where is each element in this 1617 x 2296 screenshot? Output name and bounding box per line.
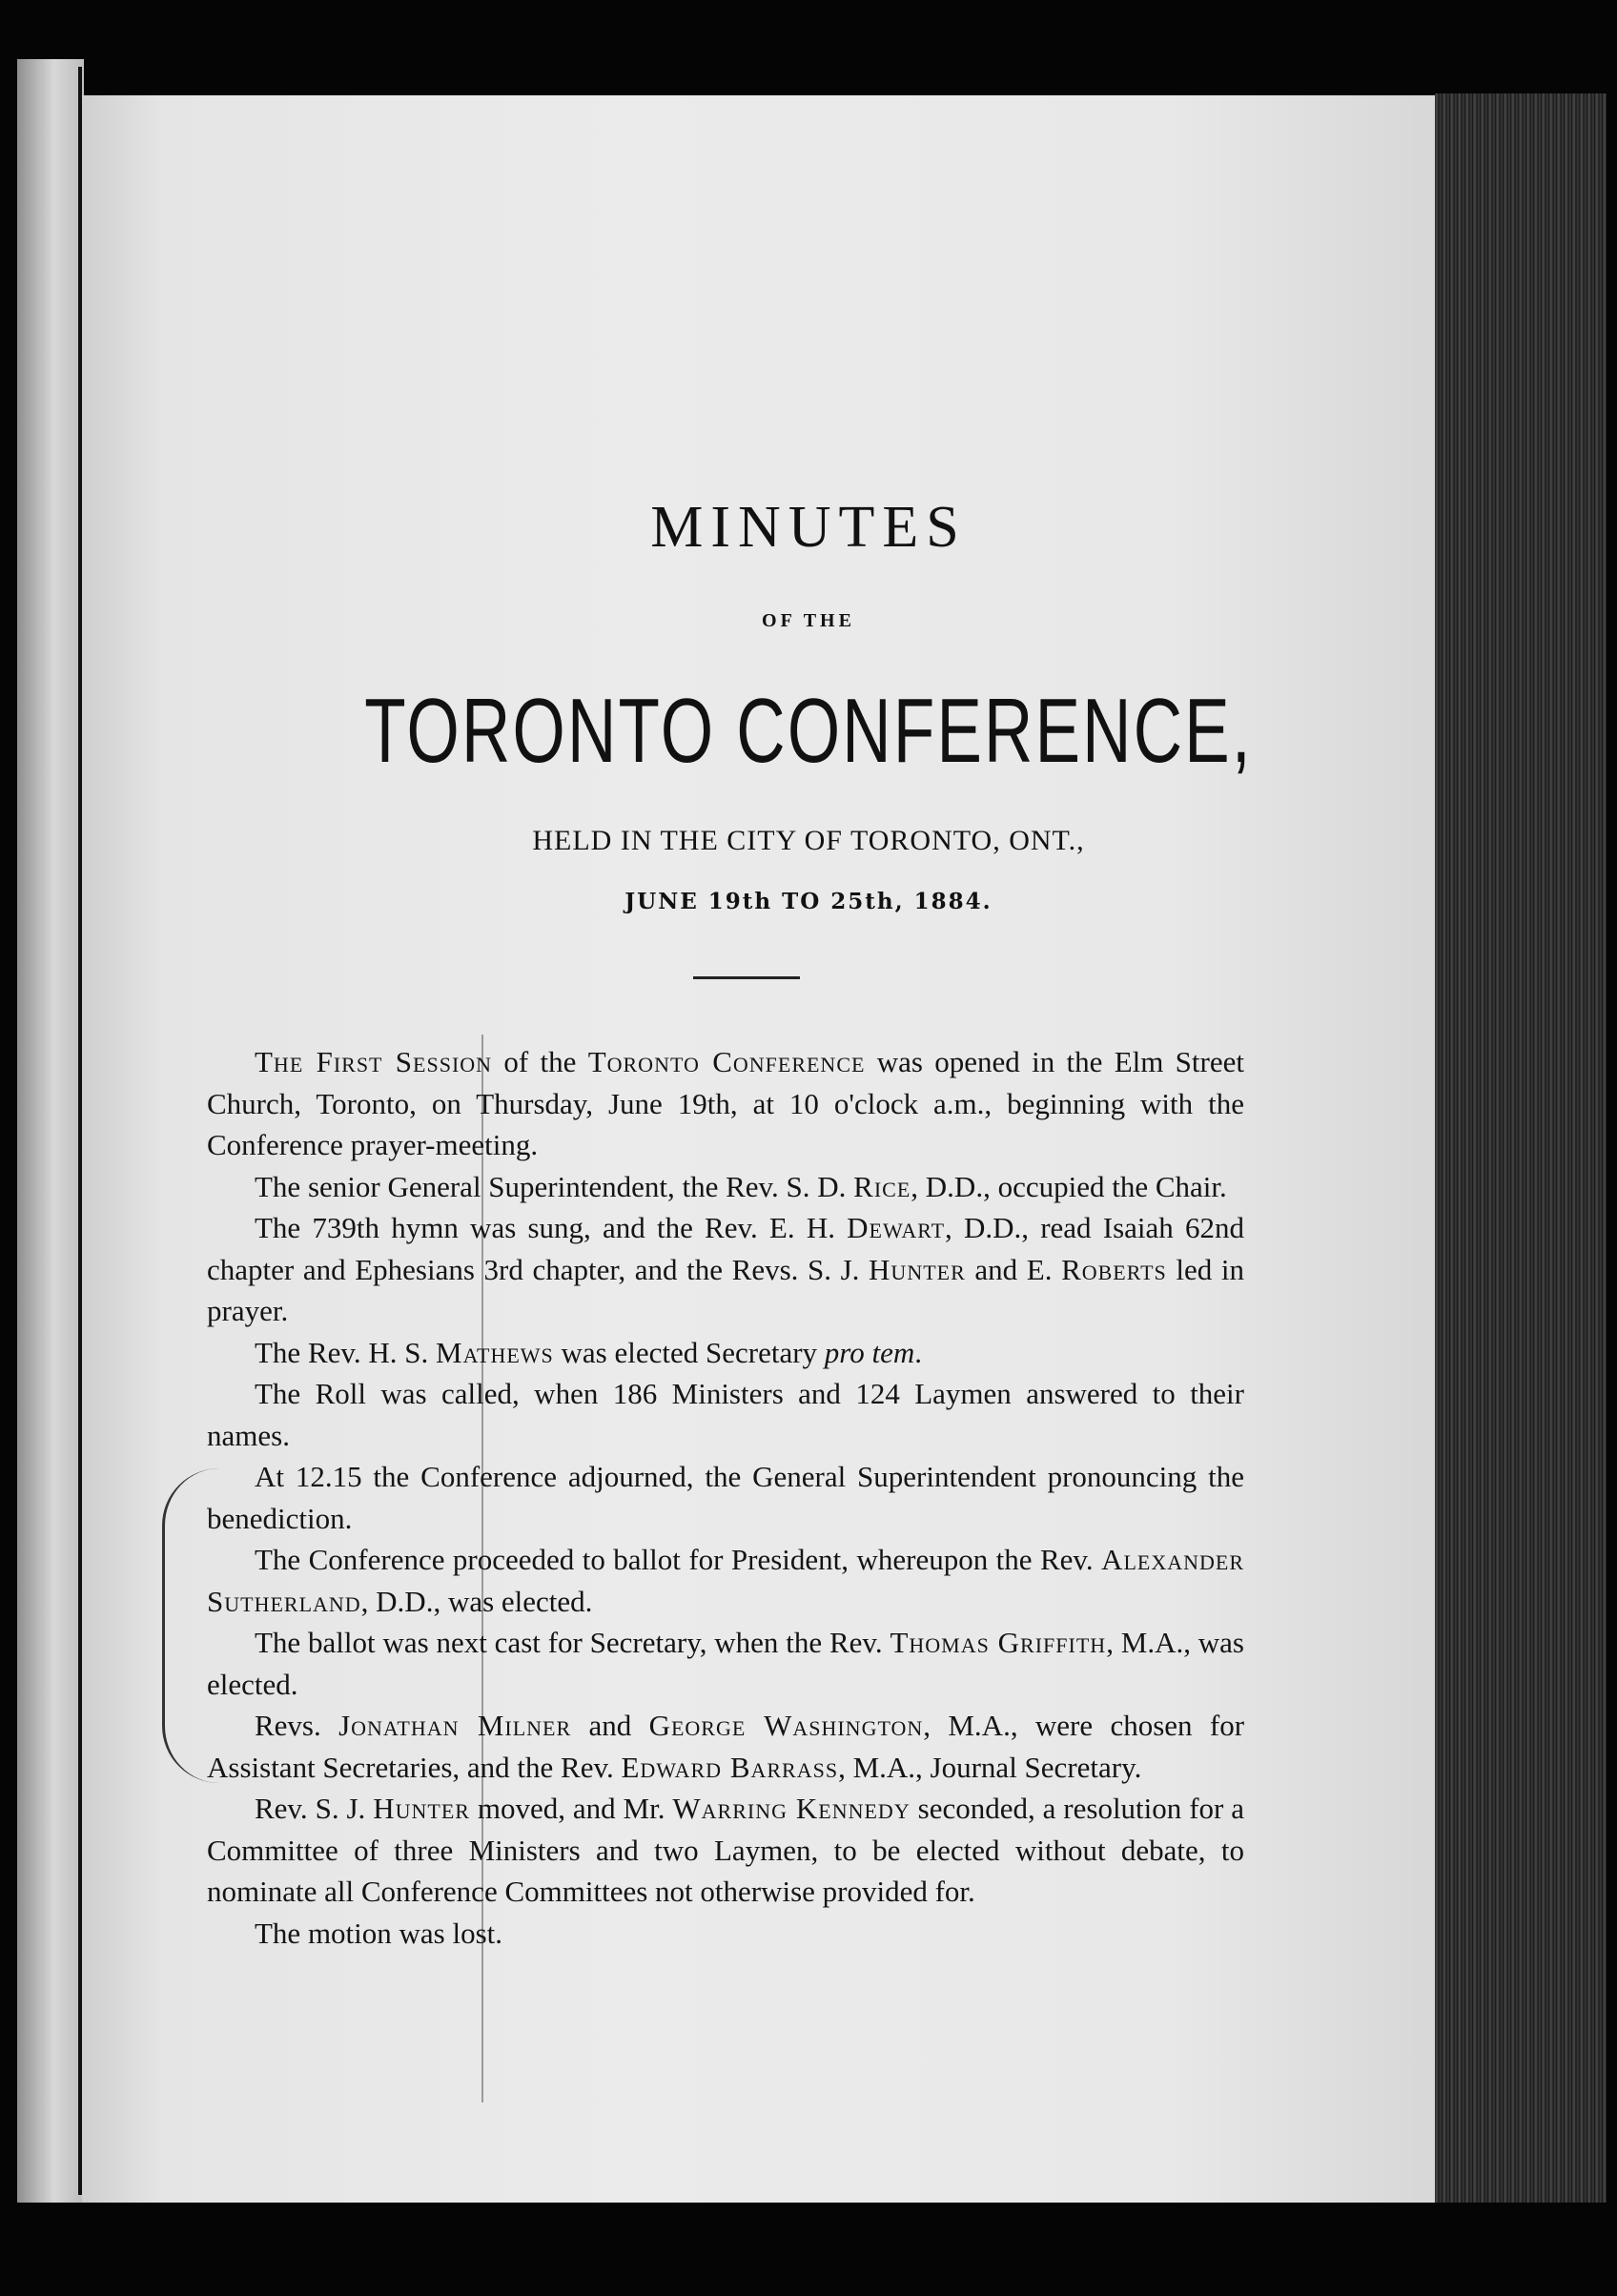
small-caps-text: Thomas Griffith (890, 1626, 1107, 1659)
text: Rev. S. J. (255, 1792, 374, 1825)
title-held-in: HELD IN THE CITY OF TORONTO, ONT., (532, 825, 1085, 856)
text: of the (492, 1045, 588, 1078)
small-caps-text: Dewart (847, 1211, 946, 1244)
small-caps-text: Roberts (1061, 1252, 1167, 1286)
text: led in prayer. (207, 1252, 1244, 1327)
title-rule (693, 976, 800, 979)
paragraph-secretary-pro-tem (207, 1332, 1244, 1374)
minutes-body (207, 1041, 1244, 1954)
small-caps-text: Warring Kennedy (672, 1792, 911, 1825)
text: was opened in the Elm Street Church, Toronto, on Thursday, June 19th, at 10 o'clock a.m., beginning with the Conference prayer-meeting. (207, 1045, 1244, 1161)
paragraph-roll (207, 1373, 1244, 1456)
small-caps-text: Hunter (373, 1792, 470, 1825)
text: , D.D., read Isaiah 62nd chapter and Ephesians 3rd chapter, and the Revs. S. J. (207, 1211, 1244, 1286)
small-caps-text: Mathews (436, 1335, 554, 1369)
text: , D.D., occupied the Chair. (911, 1169, 1227, 1203)
text: , M.A., were chosen for Assistant Secretaries, and the Rev. (207, 1709, 1245, 1784)
title-date: JUNE 19th TO 25th, 1884. (624, 889, 993, 914)
paragraph-adjourned (207, 1456, 1244, 1539)
title-conference: TORONTO CONFERENCE, (364, 680, 1253, 782)
text: , M.A., Journal Secretary. (838, 1750, 1142, 1784)
paragraph-first-session (207, 1041, 1244, 1166)
text: The 739th hymn was sung, and the Rev. E. H. (255, 1211, 848, 1244)
text: , M.A., was elected. (207, 1626, 1245, 1701)
small-caps-text: Hunter (869, 1252, 966, 1286)
title-minutes: MINUTES (650, 495, 967, 560)
text: and E. (965, 1252, 1062, 1286)
paragraph-secretary (207, 1622, 1244, 1705)
text: The Roll was called, when 186 Ministers and 124 Laymen answered to their names. (207, 1377, 1244, 1452)
small-caps-text: George Washington (648, 1709, 924, 1742)
text: seconded, a resolution for a Committee of three Ministers and two Laymen, to be elected without debate, to nominate all Conference Committees not otherwise provided for. (207, 1792, 1245, 1908)
text: The Rev. H. S. (255, 1335, 436, 1369)
text: and (571, 1709, 649, 1742)
small-caps-text: Jonathan Milner (338, 1709, 572, 1742)
text: , D.D., was elected. (360, 1584, 593, 1618)
text: At 12.15 the Conference adjourned, the General Superintendent pronouncing the benediction. (207, 1460, 1244, 1535)
text: moved, and Mr. (469, 1792, 673, 1825)
small-caps-text: The First Session (255, 1045, 493, 1078)
text: The Conference proceeded to ballot for President, whereupon the Rev. (255, 1543, 1102, 1576)
paragraph-motion-lost (207, 1913, 1244, 1955)
small-caps-text: Rice (853, 1169, 911, 1203)
pencil-bracket-mark (162, 1468, 222, 1783)
left-page-edge (17, 59, 84, 2203)
title-of-the: OF THE (762, 610, 855, 631)
text: The ballot was next cast for Secretary, when the Rev. (255, 1626, 890, 1659)
paragraph-hymn (207, 1207, 1244, 1332)
text: The senior General Superintendent, the Rev. S. D. (255, 1169, 854, 1203)
text: The motion was lost. (255, 1916, 503, 1950)
text: . (914, 1335, 922, 1369)
italic-text: pro tem (824, 1335, 915, 1369)
text: Revs. (255, 1709, 339, 1742)
paragraph-president (207, 1539, 1244, 1622)
small-caps-text: Alexander Sutherland (207, 1543, 1244, 1618)
page-edges-right (1435, 93, 1607, 2203)
small-caps-text: Toronto Conference (587, 1045, 866, 1078)
text: was elected Secretary (553, 1335, 825, 1369)
paragraph-resolution (207, 1788, 1244, 1913)
small-caps-text: Edward Barrass (621, 1750, 839, 1784)
paragraph-chair (207, 1166, 1244, 1208)
paragraph-assistant-secretaries (207, 1705, 1244, 1788)
